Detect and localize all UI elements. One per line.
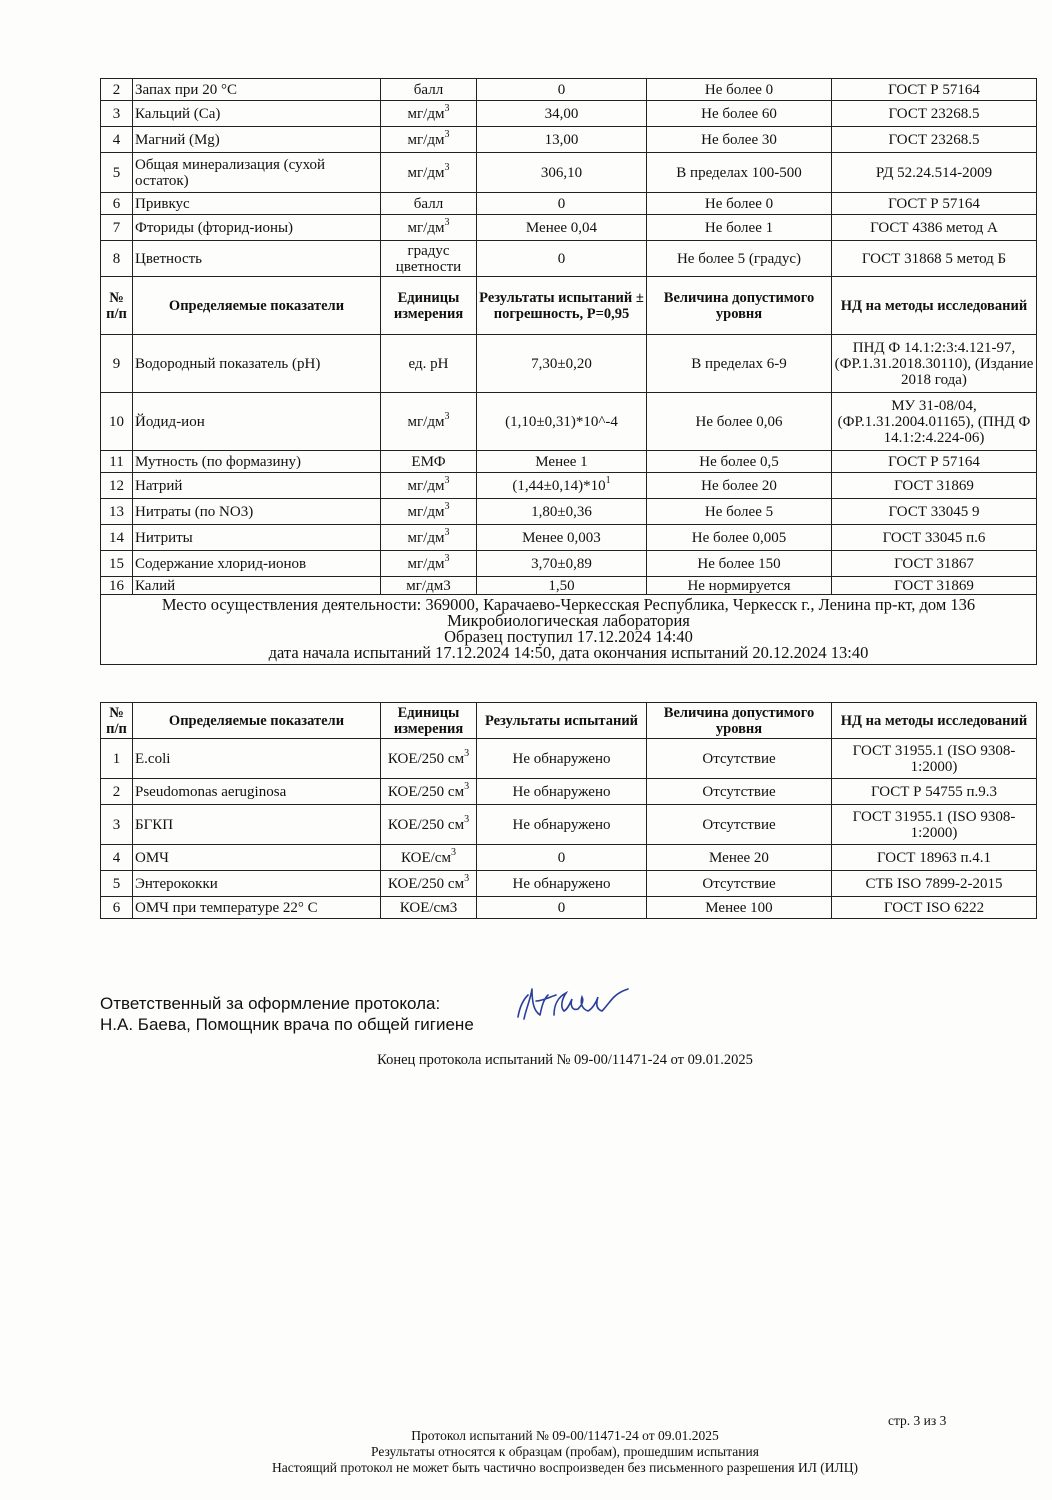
unit-cell (381, 845, 477, 871)
laboratory-name: Микробиологическая лаборатория (447, 611, 690, 630)
method-document: СТБ ISO 7899-2-2015 (832, 871, 1037, 897)
table-row (101, 101, 1037, 127)
method-document: ГОСТ 23268.5 (832, 101, 1037, 127)
method-document: ГОСТ 23268.5 (832, 127, 1037, 153)
unit-text: мг/дм (407, 503, 445, 520)
unit-text: мг/дм (407, 477, 445, 494)
page-number: стр. 3 из 3 (888, 1413, 947, 1428)
responsible-label: Ответственный за оформление протокола: (100, 994, 441, 1013)
unit-text: мг/дм (407, 219, 445, 236)
row-number: 4 (101, 845, 133, 871)
allowed-level: Не нормируется (647, 577, 832, 595)
indicator-name: Кальций (Ca) (133, 101, 381, 127)
result-value: 0 (477, 845, 647, 871)
row-number: 5 (101, 871, 133, 897)
table-row (101, 577, 1037, 595)
table-row (101, 241, 1037, 277)
indicator-name: Нитриты (133, 525, 381, 551)
unit-text: КОЕ/см (401, 849, 451, 866)
indicator-name: Йодид-ион (133, 393, 381, 451)
unit-superscript: 3 (444, 552, 450, 564)
method-document: ГОСТ Р 57164 (832, 451, 1037, 473)
unit-cell (381, 127, 477, 153)
unit-superscript: 3 (444, 526, 450, 538)
result-value: 0 (477, 241, 647, 277)
unit-superscript: 3 (444, 161, 450, 173)
allowed-level: Не более 5 (градус) (647, 241, 832, 277)
unit-text: ед. pH (408, 355, 449, 372)
unit-cell (381, 335, 477, 393)
indicator-name: Общая минерализация (сухой остаток) (133, 153, 381, 193)
result-value: 34,00 (477, 101, 647, 127)
method-document: ПНД Ф 14.1:2:3:4.121-97, (ФР.1.31.2018.30110), (Издание 2018 года) (832, 335, 1037, 393)
result-value: 13,00 (477, 127, 647, 153)
indicator-name: ОМЧ при температуре 22° С (133, 897, 381, 919)
unit-text: градус цветности (395, 242, 462, 275)
row-number: 16 (101, 577, 133, 595)
result-cell (477, 551, 647, 577)
table-row (101, 845, 1037, 871)
unit-text: мг/дм (407, 413, 445, 430)
unit-cell (381, 897, 477, 919)
unit-text: мг/дм (407, 131, 445, 148)
responsible-name: Н.А. Баева, Помощник врача по общей гигиене (100, 1015, 474, 1034)
allowed-level: Отсутствие (647, 739, 832, 779)
header-allowed-level: Величина допустимого уровня (647, 277, 832, 335)
unit-text: балл (413, 81, 444, 98)
result-cell (477, 525, 647, 551)
unit-text: мг/дм (407, 105, 445, 122)
unit-text: КОЕ/250 см (387, 875, 465, 892)
result-cell (477, 335, 647, 393)
row-number: 4 (101, 127, 133, 153)
allowed-level: Отсутствие (647, 871, 832, 897)
unit-cell (381, 739, 477, 779)
unit-cell (381, 153, 477, 193)
sample-received: Образец поступил 17.12.2024 14:40 (444, 627, 693, 646)
unit-superscript: 3 (464, 747, 470, 759)
result-cell (477, 499, 647, 525)
unit-superscript: 3 (444, 410, 450, 422)
header-method: НД на методы исследований (832, 277, 1037, 335)
method-document: ГОСТ 4386 метод А (832, 215, 1037, 241)
result-value: 1,80±0,36 (531, 503, 592, 520)
row-number: 12 (101, 473, 133, 499)
method-document: МУ 31-08/04, (ФР.1.31.2004.01165), (ПНД Ф 14.1:2:4.224-06) (832, 393, 1037, 451)
result-value: Менее 1 (535, 453, 588, 470)
allowed-level: Не более 5 (647, 499, 832, 525)
method-document: ГОСТ ISO 6222 (832, 897, 1037, 919)
allowed-level: Не более 150 (647, 551, 832, 577)
unit-superscript: 3 (444, 474, 450, 486)
unit-cell (381, 79, 477, 101)
header-unit: Единицы измерения (381, 277, 477, 335)
unit-cell (381, 193, 477, 215)
unit-text: балл (413, 195, 444, 212)
indicator-name: Цветность (133, 241, 381, 277)
method-document: ГОСТ 31867 (832, 551, 1037, 577)
result-value: Не обнаружено (477, 739, 647, 779)
footer-results-line: Результаты относятся к образцам (пробам), прошедшим испытания (371, 1444, 759, 1459)
indicator-name: Привкус (133, 193, 381, 215)
header-result: Результаты испытаний ± погрешность, P=0,95 (477, 277, 647, 335)
result-value: Не обнаружено (477, 871, 647, 897)
allowed-level: Не более 0,5 (647, 451, 832, 473)
result-cell (477, 393, 647, 451)
unit-superscript: 3 (464, 872, 470, 884)
result-value: 1,50 (548, 577, 575, 594)
allowed-level: Не более 0 (647, 193, 832, 215)
method-document: ГОСТ 31955.1 (ISO 9308-1:2000) (832, 739, 1037, 779)
row-number: 3 (101, 805, 133, 845)
allowed-level: Не более 60 (647, 101, 832, 127)
unit-superscript: 3 (444, 500, 450, 512)
allowed-level: Менее 20 (647, 845, 832, 871)
table-row (101, 473, 1037, 499)
table-row (101, 79, 1037, 101)
allowed-level: Не более 30 (647, 127, 832, 153)
indicator-name: Мутность (по формазину) (133, 451, 381, 473)
unit-cell (381, 473, 477, 499)
table-row (101, 525, 1037, 551)
indicator-name: Фториды (фторид-ионы) (133, 215, 381, 241)
method-document: ГОСТ Р 57164 (832, 193, 1037, 215)
row-number: 3 (101, 101, 133, 127)
row-number: 7 (101, 215, 133, 241)
header-indicator: Определяемые показатели (133, 277, 381, 335)
unit-cell (381, 241, 477, 277)
indicator-name: Содержание хлорид-ионов (133, 551, 381, 577)
method-document: ГОСТ 33045 9 (832, 499, 1037, 525)
method-document: ГОСТ 31869 (832, 577, 1037, 595)
test-dates: дата начала испытаний 17.12.2024 14:50, дата окончания испытаний 20.12.2024 13:40 (268, 643, 869, 662)
result-value: 0 (477, 79, 647, 101)
result-value: Не обнаружено (477, 779, 647, 805)
unit-cell (381, 779, 477, 805)
allowed-level: Не более 20 (647, 473, 832, 499)
row-number: 6 (101, 193, 133, 215)
result-value: 3,70±0,89 (531, 555, 592, 572)
table-row (101, 451, 1037, 473)
method-document: ГОСТ Р 57164 (832, 79, 1037, 101)
method-document: РД 52.24.514-2009 (832, 153, 1037, 193)
result-value: Менее 0,04 (477, 215, 647, 241)
table-row (101, 779, 1037, 805)
row-number: 10 (101, 393, 133, 451)
unit-superscript: 3 (450, 846, 456, 858)
microbiology-results-table (100, 702, 1037, 919)
row-number: 2 (101, 79, 133, 101)
allowed-level: В пределах 100-500 (647, 153, 832, 193)
table-row (101, 871, 1037, 897)
unit-cell (381, 577, 477, 595)
indicator-name: Натрий (133, 473, 381, 499)
unit-cell (381, 393, 477, 451)
method-document: ГОСТ 31955.1 (ISO 9308-1:2000) (832, 805, 1037, 845)
indicator-name: БГКП (133, 805, 381, 845)
unit-cell (381, 551, 477, 577)
unit-text: КОЕ/250 см (387, 783, 465, 800)
row-number: 15 (101, 551, 133, 577)
handwritten-signature (510, 975, 640, 1035)
table-row (101, 499, 1037, 525)
table-row (101, 127, 1037, 153)
end-of-protocol-text: Конец протокола испытаний № 09-00/11471-24 от 09.01.2025 (377, 1052, 753, 1068)
unit-text: мг/дм3 (406, 577, 451, 594)
allowed-level: Не более 0 (647, 79, 832, 101)
header-number: № п/п (101, 277, 133, 335)
row-number: 14 (101, 525, 133, 551)
result-value: (1,10±0,31)*10^-4 (505, 413, 618, 430)
table-row (101, 739, 1037, 779)
table-row (101, 897, 1037, 919)
unit-text: КОЕ/250 см (387, 816, 465, 833)
result-value: 306,10 (477, 153, 647, 193)
indicator-name: Водородный показатель (pH) (133, 335, 381, 393)
allowed-level: Не более 0,005 (647, 525, 832, 551)
table-row (101, 551, 1037, 577)
method-document: ГОСТ 31869 (832, 473, 1037, 499)
header-allowed-level: Величина допустимого уровня (647, 703, 832, 739)
allowed-level: Не более 1 (647, 215, 832, 241)
method-document: ГОСТ 31868 5 метод Б (832, 241, 1037, 277)
table-header-row (101, 703, 1037, 739)
method-document: ГОСТ 18963 п.4.1 (832, 845, 1037, 871)
result-superscript: 1 (605, 474, 611, 486)
unit-text: мг/дм (407, 529, 445, 546)
row-number: 11 (101, 451, 133, 473)
unit-superscript: 3 (444, 128, 450, 140)
row-number: 6 (101, 897, 133, 919)
indicator-name: ОМЧ (133, 845, 381, 871)
allowed-level: Не более 0,06 (647, 393, 832, 451)
header-result: Результаты испытаний (477, 703, 647, 739)
lab-info-row (101, 595, 1037, 665)
unit-cell (381, 215, 477, 241)
allowed-level: В пределах 6-9 (647, 335, 832, 393)
unit-text: ЕМФ (411, 453, 446, 470)
table-header-row (101, 277, 1037, 335)
row-number: 8 (101, 241, 133, 277)
unit-cell (381, 805, 477, 845)
result-value: 0 (477, 193, 647, 215)
result-cell (477, 451, 647, 473)
result-value: 0 (477, 897, 647, 919)
row-number: 5 (101, 153, 133, 193)
allowed-level: Отсутствие (647, 779, 832, 805)
result-value: (1,44±0,14)*10 (512, 477, 606, 494)
unit-cell (381, 525, 477, 551)
unit-text: мг/дм (407, 164, 445, 181)
table-row (101, 193, 1037, 215)
header-number: № п/п (101, 703, 133, 739)
unit-text: мг/дм (407, 555, 445, 572)
unit-cell (381, 499, 477, 525)
unit-cell (381, 871, 477, 897)
table-row (101, 805, 1037, 845)
result-cell (477, 473, 647, 499)
table-row (101, 393, 1037, 451)
indicator-name: Pseudomonas aeruginosa (133, 779, 381, 805)
method-document: ГОСТ 33045 п.6 (832, 525, 1037, 551)
result-value: 7,30±0,20 (531, 355, 592, 372)
unit-cell (381, 451, 477, 473)
header-unit: Единицы измерения (381, 703, 477, 739)
page-footer (0, 1428, 1052, 1476)
indicator-name: E.coli (133, 739, 381, 779)
unit-superscript: 3 (444, 216, 450, 228)
indicator-name: Энтерококки (133, 871, 381, 897)
responsible-person-block (100, 993, 474, 1035)
header-indicator: Определяемые показатели (133, 703, 381, 739)
lab-info-cell (101, 595, 1037, 665)
indicator-name: Запах при 20 °С (133, 79, 381, 101)
activity-place: Место осуществления деятельности: 369000, Карачаево-Черкесская Республика, Черкесск г., Ленина пр-кт, дом 136 (161, 595, 976, 614)
result-value: Не обнаружено (477, 805, 647, 845)
indicator-name: Нитраты (по NO3) (133, 499, 381, 525)
unit-superscript: 3 (464, 813, 470, 825)
unit-superscript: 3 (444, 102, 450, 114)
result-value: Менее 0,003 (522, 529, 601, 546)
indicator-name: Магний (Mg) (133, 127, 381, 153)
unit-superscript: 3 (464, 780, 470, 792)
indicator-name: Калий (133, 577, 381, 595)
method-document: ГОСТ Р 54755 п.9.3 (832, 779, 1037, 805)
unit-text: КОЕ/см3 (399, 899, 458, 916)
row-number: 1 (101, 739, 133, 779)
result-cell (477, 577, 647, 595)
allowed-level: Менее 100 (647, 897, 832, 919)
table-row (101, 153, 1037, 193)
table-row (101, 215, 1037, 241)
row-number: 2 (101, 779, 133, 805)
row-number: 9 (101, 335, 133, 393)
table-row (101, 335, 1037, 393)
footer-protocol-line: Протокол испытаний № 09-00/11471-24 от 09.01.2025 (411, 1428, 719, 1443)
row-number: 13 (101, 499, 133, 525)
unit-cell (381, 101, 477, 127)
unit-text: КОЕ/250 см (387, 750, 465, 767)
chemical-results-table (100, 78, 1037, 665)
footer-reproduction-line: Настоящий протокол не может быть частично воспроизведен без письменного разрешения ИЛ (ИЛЦ) (272, 1460, 858, 1475)
allowed-level: Отсутствие (647, 805, 832, 845)
header-method: НД на методы исследований (832, 703, 1037, 739)
